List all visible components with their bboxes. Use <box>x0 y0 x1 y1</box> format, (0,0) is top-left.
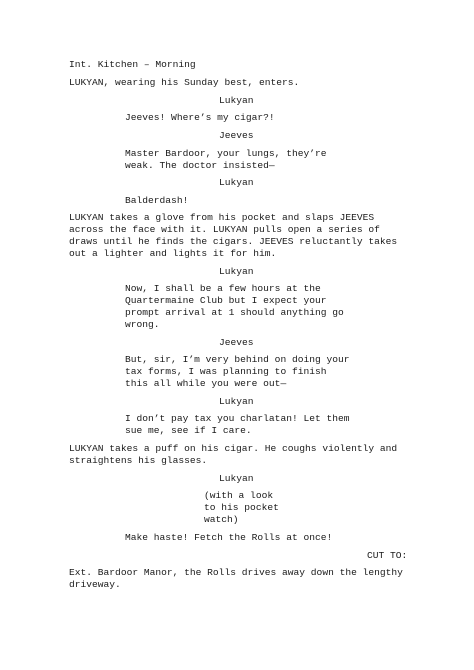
character-name: Jeeves <box>219 130 254 141</box>
action-line: LUKYAN takes a puff on his cigar. He coughs violently and <box>69 443 398 454</box>
parenthetical-line: to his pocket <box>204 502 279 513</box>
character-name: Lukyan <box>219 266 254 277</box>
dialogue-line: this all while you were out— <box>125 378 287 389</box>
character-name: Lukyan <box>219 95 254 106</box>
transition: CUT TO: <box>367 550 408 561</box>
action-line: draws until he finds the cigars. JEEVES reluctantly takes <box>69 236 398 247</box>
dialogue-line: tax forms, I was planning to finish <box>125 366 327 377</box>
dialogue-line: Quartermaine Club but I expect your <box>125 295 327 306</box>
action-line: LUKYAN takes a glove from his pocket and slaps JEEVES <box>69 212 375 223</box>
action-line: Ext. Bardoor Manor, the Rolls drives away down the lengthy <box>69 567 403 578</box>
parenthetical-line: watch) <box>204 514 239 525</box>
action-line: driveway. <box>69 579 121 590</box>
action-line: LUKYAN, wearing his Sunday best, enters. <box>69 77 300 88</box>
dialogue-line: Make haste! Fetch the Rolls at once! <box>125 532 333 543</box>
scene-heading: Int. Kitchen – Morning <box>69 59 196 70</box>
dialogue-line: weak. The doctor insisted— <box>125 160 275 171</box>
dialogue-line: Jeeves! Where’s my cigar?! <box>125 112 275 123</box>
character-name: Lukyan <box>219 396 254 407</box>
dialogue-line: Balderdash! <box>125 195 189 206</box>
action-line: out a lighter and lights it for him. <box>69 248 277 259</box>
dialogue-line: prompt arrival at 1 should anything go <box>125 307 344 318</box>
dialogue-line: wrong. <box>125 319 160 330</box>
dialogue-line: But, sir, I’m very behind on doing your <box>125 354 350 365</box>
dialogue-line: Master Bardoor, your lungs, they’re <box>125 148 327 159</box>
action-line: across the face with it. LUKYAN pulls open a series of <box>69 224 380 235</box>
action-line: straightens his glasses. <box>69 455 208 466</box>
dialogue-line: sue me, see if I care. <box>125 425 252 436</box>
character-name: Jeeves <box>219 337 254 348</box>
dialogue-line: I don’t pay tax you charlatan! Let them <box>125 413 350 424</box>
character-name: Lukyan <box>219 177 254 188</box>
dialogue-line: Now, I shall be a few hours at the <box>125 283 321 294</box>
character-name: Lukyan <box>219 473 254 484</box>
parenthetical-line: (with a look <box>204 490 274 501</box>
